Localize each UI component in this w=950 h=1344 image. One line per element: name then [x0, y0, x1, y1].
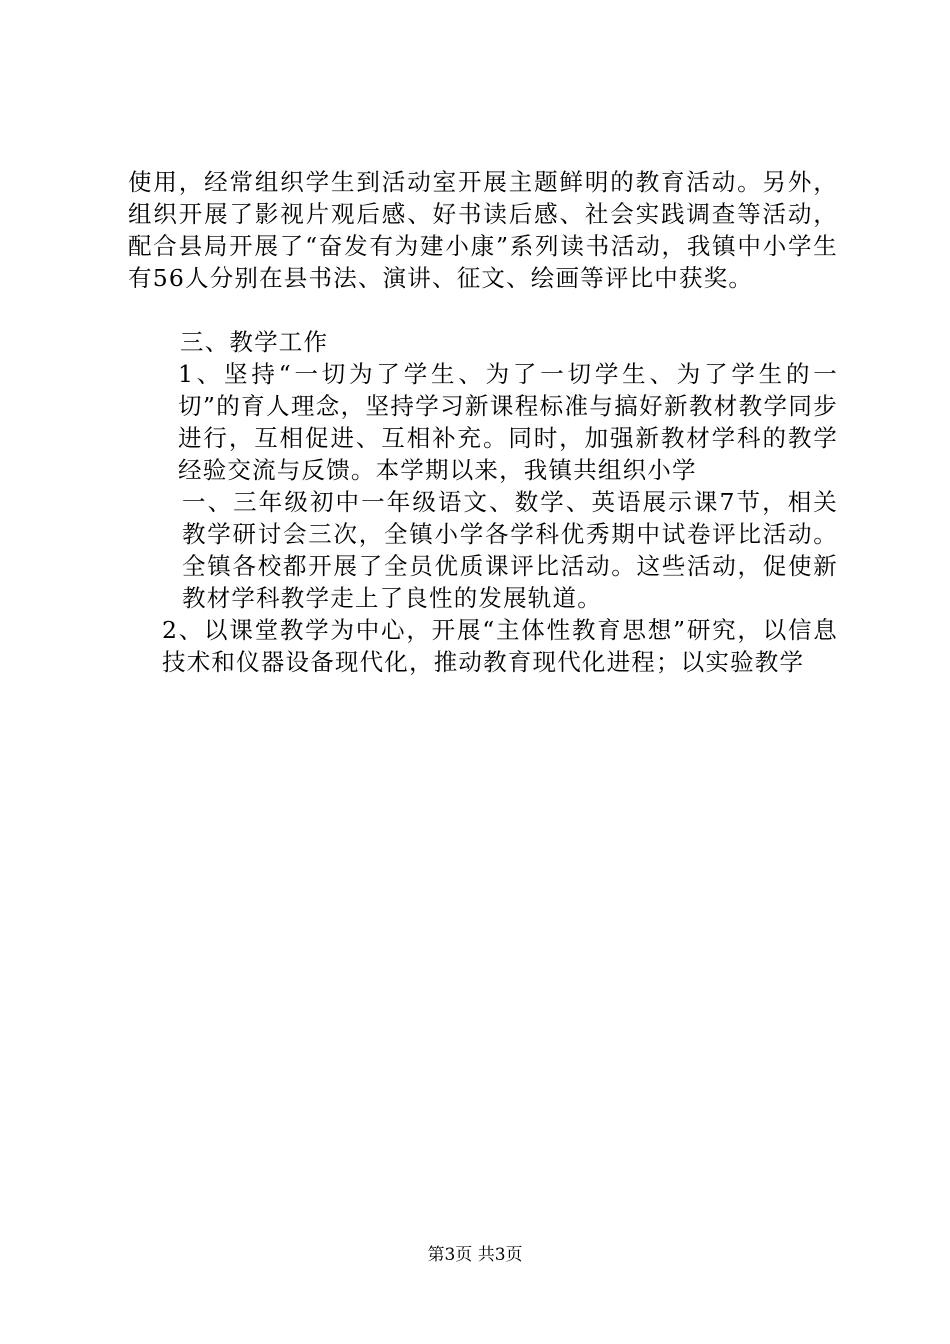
paragraph-continued: 使用，经常组织学生到活动室开展主题鲜明的教育活动。另外，组织开展了影视片观后感、好书读后感、社会实践调查等活动，配合县局开展了“奋发有为建小康”系列读书活动，我镇中小学生有56人分别在县书法、演讲、征文、绘画等评比中获奖。: [128, 168, 838, 292]
paragraph-spacer: [128, 294, 838, 326]
section-heading-teaching: 三、教学工作: [180, 328, 329, 356]
list-item-2: 2、以课堂教学为中心，开展“主体性教育思想”研究，以信息技术和仪器设备现代化，推动教育现代化进程；以实验教学: [162, 616, 838, 676]
list-item-1: 1、坚持“一切为了学生、为了一切学生、为了学生的一切”的育人理念，坚持学习新课程标准与搞好新教材教学同步进行，互相促进、互相补充。同时，加强新教材学科的教学经验交流与反馈。本学期以来，我镇共组织小学: [178, 360, 838, 484]
page-number-footer: 第3页 共3页: [427, 1245, 523, 1265]
list-item-1-continuation: 一、三年级初中一年级语文、数学、英语展示课7节，相关教学研讨会三次，全镇小学各学科优秀期中试卷评比活动。全镇各校都开展了全员优质课评比活动。这些活动，促使新教材学科教学走上了良性的发展轨道。: [182, 488, 838, 612]
document-body: [128, 166, 838, 678]
